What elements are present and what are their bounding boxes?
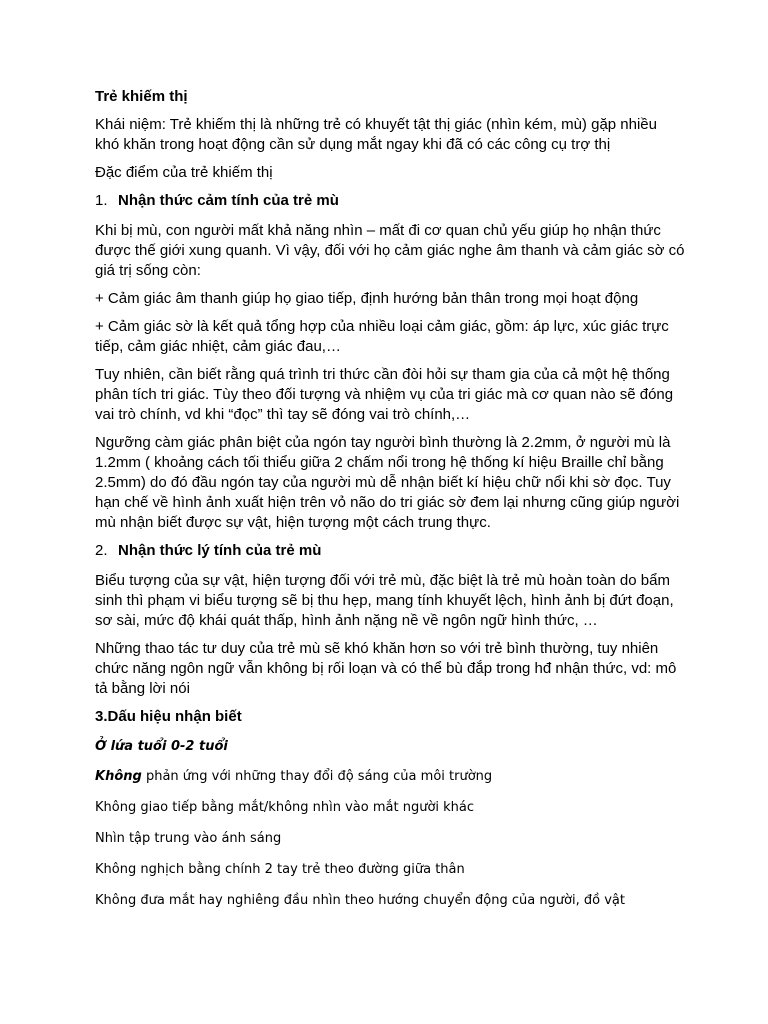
section-2-heading	[95, 541, 685, 561]
sign-item: Không nghịch bằng chính 2 tay trẻ theo đường giữa thân	[95, 862, 465, 877]
section-1-paragraph: Ngưỡng càm giác phân biệt của ngón tay người bình thường là 2.2mm, ở người mù là 1.2mm ( khoảng cách tối thiểu giữa 2 chấm nổi trong hệ thống kí hiệu Braille chỉ bằng 2.5mm) do đó đầu ngón tay của người mù dễ nhận biết kí hiệu chữ nổi khi sờ đọc. Tuy hạn chế về hình ảnh xuất hiện trên vỏ não do tri giác sờ đem lại nhưng cũng giúp người mù nhận biết được sự vật, hiện tượng một cách trung thực.	[95, 434, 680, 531]
section-2-title: Nhận thức lý tính của trẻ mù	[118, 542, 322, 559]
age-group-label: Ở lứa tuổi 0-2 tuổi	[95, 739, 228, 754]
section-1-number: 1.	[95, 192, 108, 209]
signs-list	[95, 737, 685, 911]
sign-item-text: phản ứng với những thay đổi độ sáng của môi trường	[141, 769, 493, 784]
features-intro: Đặc điểm của trẻ khiếm thị	[95, 164, 273, 181]
section-1-paragraph: Tuy nhiên, cần biết rằng quá trình tri thức cần đòi hỏi sự tham gia của cả một hệ thống phân tích tri giác. Tùy theo đối tượng và nhiệm vụ của tri giác mà cơ quan nào sẽ đóng vai trò chính, vd khi “đọc” thì tay sẽ đóng vai trò chính,…	[95, 366, 674, 423]
document-page	[95, 87, 685, 922]
sign-item: Nhìn tập trung vào ánh sáng	[95, 831, 282, 846]
sign-item-emphasis: Không	[95, 769, 142, 784]
section-1-paragraph: + Cảm giác âm thanh giúp họ giao tiếp, định hướng bản thân trong mọi hoạt động	[95, 290, 639, 307]
section-1-paragraph: Khi bị mù, con người mất khả năng nhìn – mất đi cơ quan chủ yếu giúp họ nhận thức được thế giới xung quanh. Vì vậy, đối với họ cảm giác nghe âm thanh và cảm giác sờ có giá trị sống còn:	[95, 222, 685, 279]
section-3-heading	[95, 707, 685, 727]
section-2-paragraph: Biểu tượng của sự vật, hiện tượng đối với trẻ mù, đặc biệt là trẻ mù hoàn toàn do bẩm sinh thì phạm vi biểu tượng sẽ bị thu hẹp, mang tính khuyết lệch, hình ảnh bị đứt đoạn, sơ sài, mức độ khái quát thấp, hình ảnh nặng nề về ngôn ngữ hình thức, …	[95, 572, 674, 629]
section-2-number: 2.	[95, 542, 108, 559]
section-1-title: Nhận thức cảm tính của trẻ mù	[118, 192, 339, 209]
concept-paragraph: Khái niệm: Trẻ khiếm thị là những trẻ có khuyết tật thị giác (nhìn kém, mù) gặp nhiều khó khăn trong hoạt động cần sử dụng mắt ngay khi đã có các công cụ trợ thị	[95, 116, 657, 153]
sign-item: Không giao tiếp bằng mắt/không nhìn vào mắt người khác	[95, 800, 475, 815]
sign-item	[95, 767, 685, 787]
sign-item: Không đưa mắt hay nghiêng đầu nhìn theo hướng chuyển động của người, đồ vật	[95, 893, 625, 908]
section-1-heading	[95, 191, 685, 211]
document-title: Trẻ khiếm thị	[95, 88, 188, 105]
section-1-paragraph: + Cảm giác sờ là kết quả tổng hợp của nhiều loại cảm giác, gồm: áp lực, xúc giác trực tiếp, cảm giác nhiệt, cảm giác đau,…	[95, 318, 669, 355]
section-3-number: 3.	[95, 708, 108, 725]
section-3-title: Dấu hiệu nhận biết	[107, 708, 242, 725]
section-2-paragraph: Những thao tác tư duy của trẻ mù sẽ khó khăn hơn so với trẻ bình thường, tuy nhiên chức năng ngôn ngữ vẫn không bị rối loạn và có thể bù đắp trong hđ nhận thức, vd: mô tả bằng lời nói	[95, 640, 677, 697]
